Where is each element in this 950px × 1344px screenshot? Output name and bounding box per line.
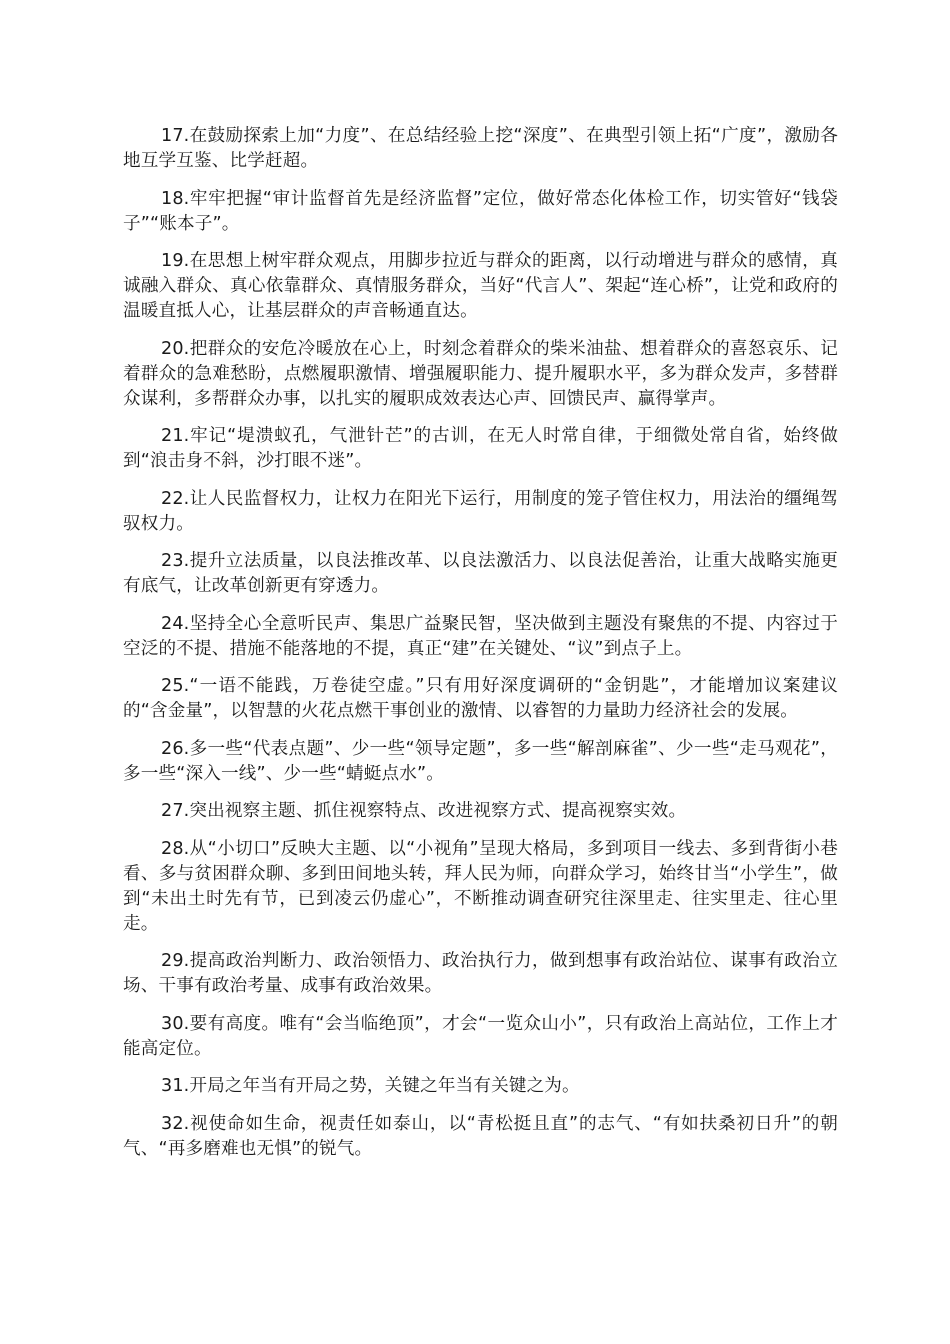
paragraph-29: 29.提高政治判断力、政治领悟力、政治执行力，做到想事有政治站位、谋事有政治立场、干事有政治考量、成事有政治效果。 <box>123 951 838 996</box>
paragraph-22: 22.让人民监督权力，让权力在阳光下运行，用制度的笼子管住权力，用法治的缰绳驾驭权力。 <box>123 488 838 534</box>
paragraph-17: 17.在鼓励探索上加“力度”、在总结经验上挖“深度”、在典型引领上拓“广度”，激励各地互学互鉴、比学赶超。 <box>123 126 838 171</box>
paragraph-30: 30.要有高度。唯有“会当临绝顶”，才会“一览众山小”，只有政治上高站位，工作上才能高定位。 <box>123 1013 838 1059</box>
paragraph-21: 21.牢记“堤溃蚁孔，气泄针芒”的古训，在无人时常自律，于细微处常自省，始终做到“浪击身不斜，沙打眼不迷”。 <box>123 426 838 471</box>
paragraph-31: 31.开局之年当有开局之势，关键之年当有关键之为。 <box>161 1076 580 1096</box>
paragraph-32: 32.视使命如生命，视责任如泰山，以“青松挺且直”的志气、“有如扶桑初日升”的朝气、“再多磨难也无惧”的锐气。 <box>123 1113 838 1159</box>
paragraph-19: 19.在思想上树牢群众观点，用脚步拉近与群众的距离，以行动增进与群众的感情，真诚融入群众、真心依靠群众、真情服务群众，当好“代言人”、架起“连心桥”，让党和政府的温暖直抵人心，让基层群众的声音畅通直达。 <box>123 251 838 321</box>
paragraph-23: 23.提升立法质量，以良法推改革、以良法激活力、以良法促善治，让重大战略实施更有底气，让改革创新更有穿透力。 <box>123 551 838 596</box>
paragraph-18: 18.牢牢把握“审计监督首先是经济监督”定位，做好常态化体检工作，切实管好“钱袋子”“账本子”。 <box>123 188 838 234</box>
paragraph-25: 25.“一语不能践，万卷徒空虚。”只有用好深度调研的“金钥匙”，才能增加议案建议的“含金量”，以智慧的火花点燃干事创业的激情、以睿智的力量助力经济社会的发展。 <box>123 676 838 721</box>
paragraph-24: 24.坚持全心全意听民声、集思广益聚民智，坚决做到主题没有聚焦的不提、内容过于空泛的不提、措施不能落地的不提，真正“建”在关键处、“议”到点子上。 <box>123 613 838 659</box>
paragraph-26: 26.多一些“代表点题”、少一些“领导定题”，多一些“解剖麻雀”、少一些“走马观花”，多一些“深入一线”、少一些“蜻蜓点水”。 <box>123 738 838 784</box>
paragraph-27: 27.突出视察主题、抓住视察特点、改进视察方式、提高视察实效。 <box>161 801 687 821</box>
paragraph-28: 28.从“小切口”反映大主题、以“小视角”呈现大格局，多到项目一线去、多到背街小巷看、多与贫困群众聊、多到田间地头转，拜人民为师，向群众学习，始终甘当“小学生”，做到“未出土时先有节，已到凌云仍虚心”，不断推动调查研究往深里走、往实里走、往心里走。 <box>123 838 838 934</box>
paragraph-20: 20.把群众的安危冷暖放在心上，时刻念着群众的柴米油盐、想着群众的喜怒哀乐、记着群众的急难愁盼，点燃履职激情、增强履职能力、提升履职水平，多为群众发声，多替群众谋利，多帮群众办事，以扎实的履职成效表达心声、回馈民声、赢得掌声。 <box>123 338 838 409</box>
